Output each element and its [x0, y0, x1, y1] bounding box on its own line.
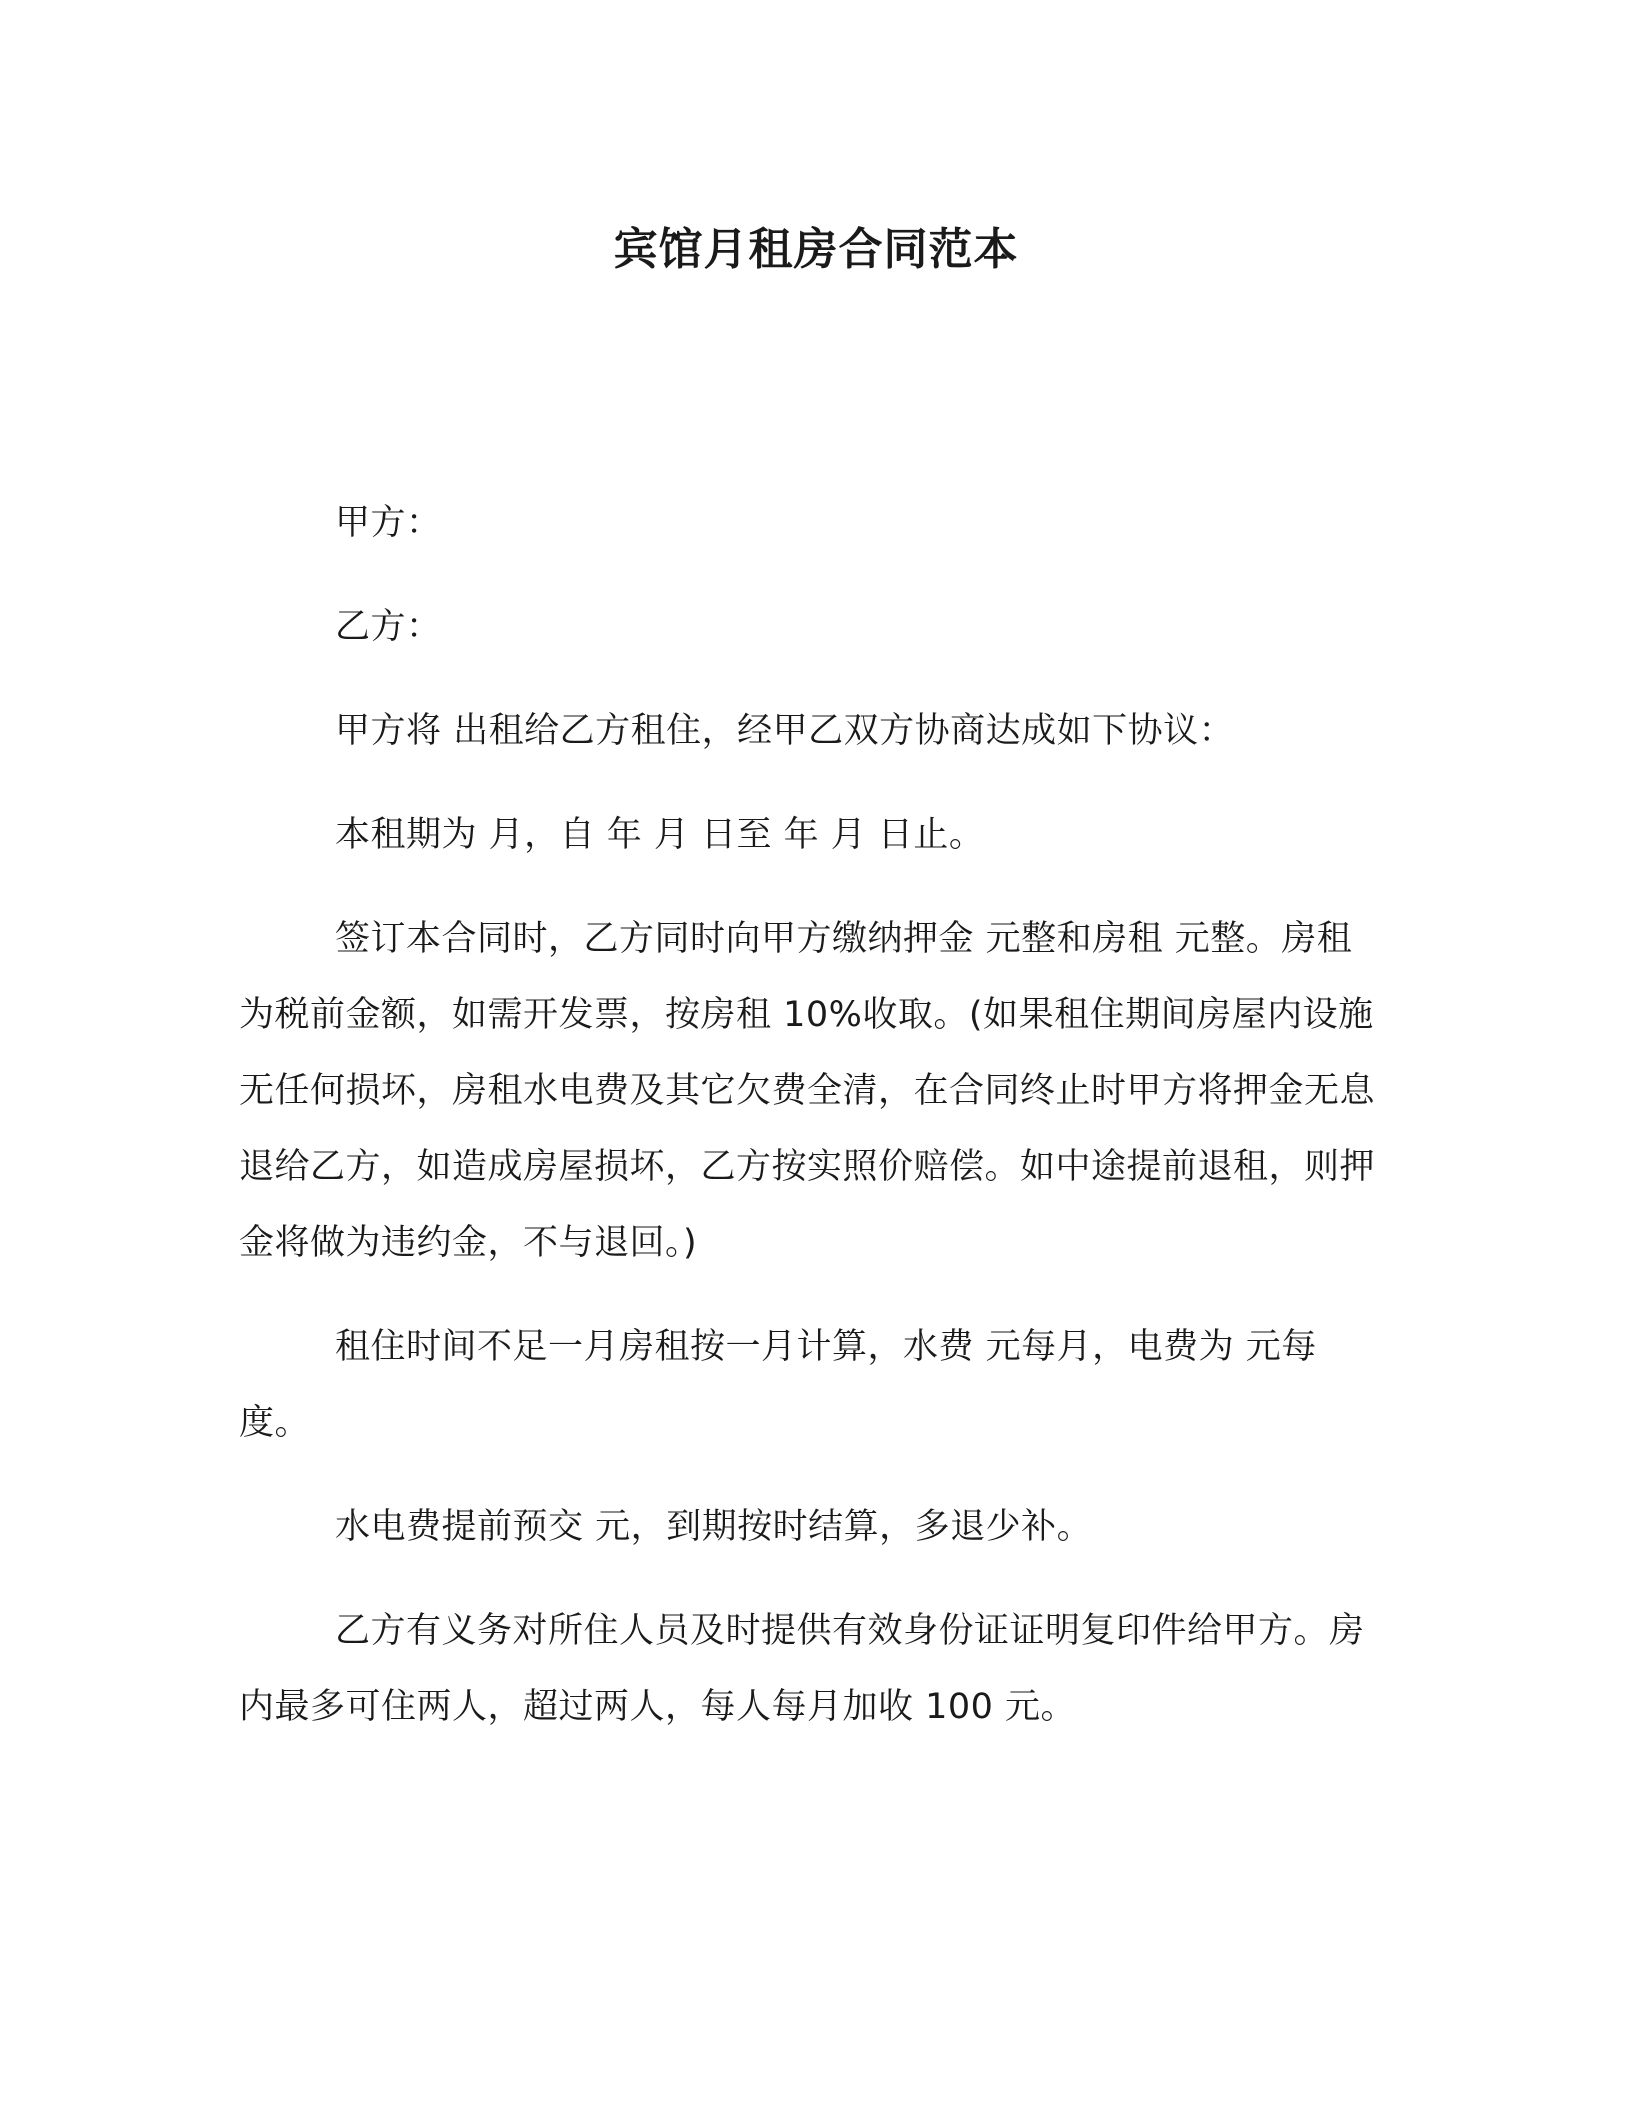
document-body: [239, 485, 1384, 1745]
lease-term-paragraph: 本租期为 月，自 年 月 日至 年 月 日止。: [335, 815, 985, 855]
party-b-line: 乙方：: [335, 607, 442, 647]
utility-fee-paragraph: 租住时间不足一月房租按一月计算，水费 元每月，电费为 元每度。: [239, 1327, 1317, 1443]
party-a-line: 甲方：: [335, 503, 442, 543]
deposit-rent-paragraph: 签订本合同时，乙方同时向甲方缴纳押金 元整和房租 元整。房租为税前金额，如需开发票，按房租 10%收取。(如果租住期间房屋内设施无任何损坏，房租水电费及其它欠费全清，在合同终止时甲方将押金无息退给乙方，如造成房屋损坏，乙方按实照价赔偿。如中途提前退租，则押金将做为违约金，不与退回。): [239, 919, 1376, 1263]
occupant-id-paragraph: 乙方有义务对所住人员及时提供有效身份证证明复印件给甲方。房内最多可住两人，超过两人，每人每月加收 100 元。: [239, 1611, 1365, 1727]
document-title: 宾馆月租房合同范本: [613, 224, 1019, 275]
agreement-intro-paragraph: 甲方将 出租给乙方租住，经甲乙双方协商达成如下协议：: [335, 711, 1235, 751]
prepayment-paragraph: 水电费提前预交 元，到期按时结算，多退少补。: [335, 1507, 1093, 1547]
